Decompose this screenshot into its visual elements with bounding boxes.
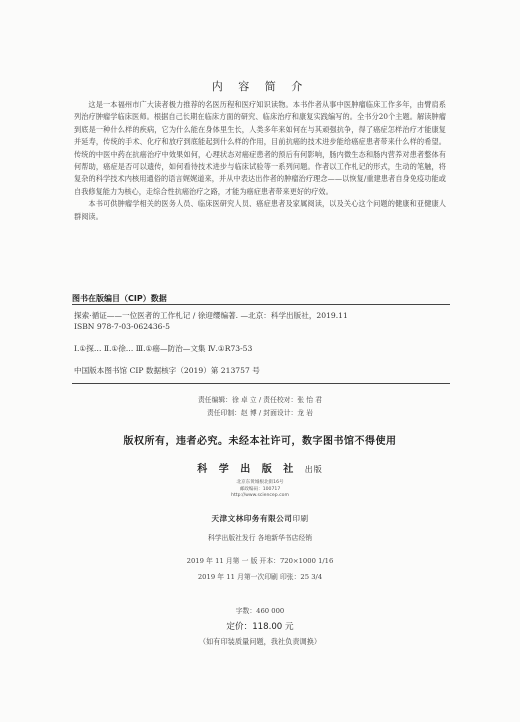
distribution-line: 科学出版社发行 各地新华书店经销 (207, 534, 313, 542)
summary-title: 内 容 简 介 (211, 80, 309, 93)
publisher-line (0, 460, 520, 475)
publisher-suffix: 出版 (304, 465, 323, 474)
cip-record-number: 中国版本图书馆 CIP 数据核字（2019）第 213757 号 (74, 366, 260, 375)
quality-notice: （如有印装质量问题，我社负责调换） (198, 637, 322, 646)
printer-suffix: 印刷 (292, 514, 309, 523)
publisher-address: 北京东黄城根北街16号 (236, 480, 284, 485)
summary-paragraph-1: 这是一本福州市广大读者极力推荐的名医历程和医疗知识读物。本书作者从事中医肿瘤临床工作多年，由臂肩系列治疗肿瘤学临床医师。根据自己长期在临床方面的研究、临床治疗和康复实践编写的。全书分20个主题。解读肿瘤到底是一种什么样的疾病，它为什么能在身体里生长，人类多年来如何在与其顽强抗争，得了癌症怎样治疗才能康复并延寿，传统的手术、化疗和放疗到底能起到什么样的作用，目前抗癌的技术进步能给癌症患者带来什么样的希望。传统的中医中药在抗癌治疗中效果如何，心理状态对癌症患者的预后有何影响，肠内微生态和肠内营养对患者整体有何帮助，癌症是否可以遗传，如何看待技术进步与临床试验等一系列问题。作者以工作札记的形式，生动的笔触，将复杂的科学技术内核用通俗的语言娓娓道来，并从中表达出作者的肿瘤治疗理念——以恢复/重建患者自身免疫功能或自我修复能力为核心，走综合性抗癌治疗之路，才能为癌症患者带来更好的疗效。 (74, 100, 446, 196)
publisher-postcode: 邮政编码：100717 (239, 487, 281, 492)
printer-name: 天津文林印务有限公司 (211, 514, 293, 523)
edition-spec: 2019 年 11 月第 一 版 开本：720×1000 1/16 (186, 557, 334, 565)
cip-classification: Ⅰ.①探… Ⅱ.①徐… Ⅲ.①癌—防治—文集 Ⅳ.①R73-53 (74, 344, 253, 353)
cip-heading: 图书在版编目（CIP）数据 (72, 294, 167, 303)
publisher-name: 科 学 出 版 社 (197, 464, 298, 475)
copyright-statement: 版权所有，违者必究。未经本社许可，数字图书馆不得使用 (123, 436, 397, 447)
printing-spec: 2019 年 11 月第一次印刷 印张：25 3/4 (197, 573, 323, 581)
cip-isbn: ISBN 978-7-03-062436-5 (74, 322, 170, 331)
editor-credits: 责任编辑：徐 卓 立 / 责任校对：张 怡 君 (197, 396, 322, 404)
cip-top-rule (72, 304, 450, 305)
cip-title-line: 探索·循证——一位医者的工作札记 / 徐迎缨编著. —北京：科学出版社，2019.11 (74, 311, 348, 320)
price: 定价：118.00 元 (226, 622, 294, 632)
cip-bottom-rule (72, 383, 450, 384)
production-credits: 责任印制：赵 博 / 封面设计：龙 岩 (206, 409, 314, 417)
summary-paragraph-2: 本书可供肿瘤学相关的医务人员、临床医研究人员、癌症患者及家属阅读，以及关心这个问题的健康和亚健康人群阅读。 (74, 199, 446, 221)
publisher-website: http://www.sciencep.com (231, 493, 289, 498)
summary-body (74, 99, 446, 223)
printer-line (0, 513, 520, 524)
word-count: 字数：460 000 (235, 607, 285, 615)
